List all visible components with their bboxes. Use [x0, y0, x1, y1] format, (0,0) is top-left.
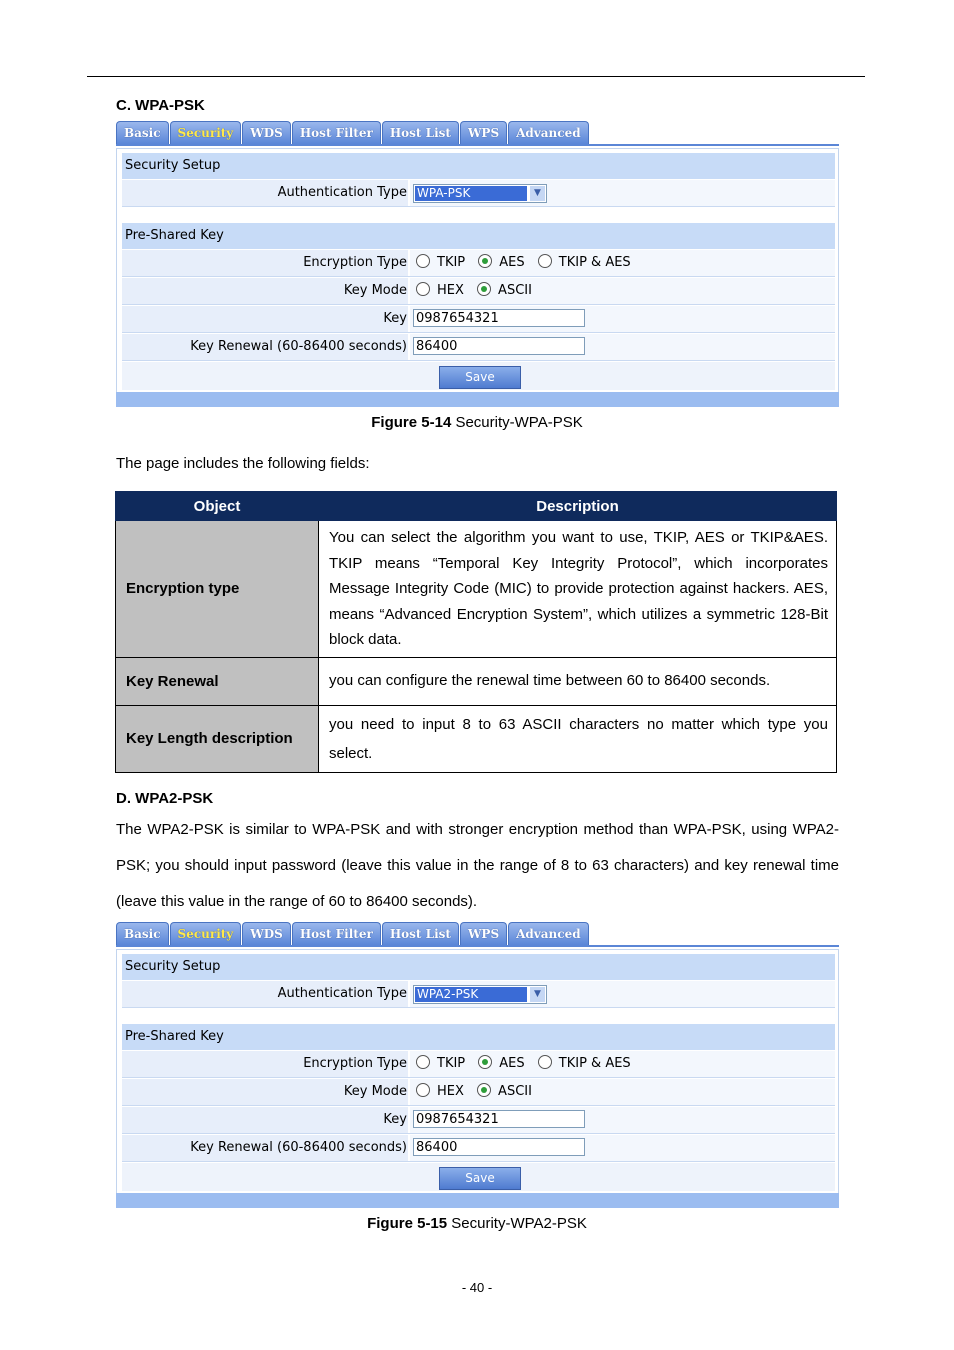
chevron-down-icon[interactable]: ▼	[530, 186, 545, 201]
radio-ascii[interactable]	[477, 1083, 491, 1097]
tab-security[interactable]: Security	[170, 922, 242, 945]
wpa2-psk-panel	[116, 922, 839, 1210]
radio-ascii[interactable]	[477, 282, 491, 296]
option-ascii-label: ASCII	[498, 283, 532, 298]
auth-type-row	[122, 180, 835, 207]
option-hex-label: HEX	[437, 1084, 464, 1099]
key-mode-row	[122, 1079, 835, 1106]
description-key-renewal: you can configure the renewal time between 60 to 86400 seconds.	[319, 657, 837, 705]
object-key-length: Key Length description	[116, 705, 319, 772]
section-d-heading: D. WPA2-PSK	[116, 790, 214, 807]
figure-14-caption	[0, 414, 954, 431]
pre-shared-key-title: Pre-Shared Key	[122, 1024, 835, 1050]
figure-15-title: Security-WPA2-PSK	[447, 1215, 587, 1232]
header-description: Description	[319, 492, 837, 521]
object-key-renewal: Key Renewal	[116, 657, 319, 705]
tab-underline	[116, 144, 839, 146]
key-renewal-input[interactable]: 86400	[413, 337, 585, 355]
tab-host-filter[interactable]: Host Filter	[292, 121, 381, 144]
header-rule	[87, 76, 865, 77]
radio-tkip-aes[interactable]	[538, 254, 552, 268]
tab-host-list[interactable]: Host List	[382, 121, 459, 144]
radio-hex[interactable]	[416, 1083, 430, 1097]
auth-type-select[interactable]	[413, 184, 547, 203]
header-object: Object	[116, 492, 319, 521]
key-label: Key	[122, 1107, 408, 1133]
tab-bar	[116, 121, 590, 145]
key-input[interactable]: 0987654321	[413, 309, 585, 327]
figure-14-number: Figure 5-14	[371, 414, 452, 431]
key-renewal-input[interactable]: 86400	[413, 1138, 585, 1156]
auth-type-row	[122, 981, 835, 1008]
auth-type-value: WPA-PSK	[415, 186, 527, 201]
security-setup-title: Security Setup	[122, 153, 835, 179]
key-mode-label: Key Mode	[122, 278, 408, 304]
radio-aes[interactable]	[478, 1055, 492, 1069]
tab-basic[interactable]: Basic	[116, 121, 169, 144]
page-number: - 40 -	[461, 1280, 493, 1295]
auth-type-select[interactable]	[413, 985, 547, 1004]
key-label: Key	[122, 306, 408, 332]
encryption-type-label: Encryption Type	[122, 1051, 408, 1077]
radio-aes[interactable]	[478, 254, 492, 268]
settings-frame	[116, 949, 839, 1208]
option-aes-label: AES	[499, 1056, 525, 1071]
description-encryption-type: You can select the algorithm you want to use, TKIP, AES or TKIP&AES. TKIP means “Temporal Key Integrity Protocol”, which incorporates Message Integrity Code (MIC) to provide protection against hackers. AES, means “Advanced Encryption System”, which utilizes a symmetric 128-Bit block data.	[319, 521, 837, 658]
save-row	[122, 362, 835, 390]
tab-advanced[interactable]: Advanced	[508, 922, 589, 945]
option-aes-label: AES	[499, 255, 525, 270]
radio-tkip-aes[interactable]	[538, 1055, 552, 1069]
security-setup-title: Security Setup	[122, 954, 835, 980]
object-encryption-type: Encryption type	[116, 521, 319, 658]
auth-type-label: Authentication Type	[122, 180, 408, 206]
key-renewal-label: Key Renewal (60-86400 seconds)	[122, 334, 408, 360]
option-tkip-label: TKIP	[437, 255, 466, 270]
panel-footer-bar	[116, 1193, 839, 1208]
figure-15-caption	[0, 1215, 954, 1232]
tab-wps[interactable]: WPS	[460, 121, 507, 144]
key-mode-row	[122, 278, 835, 305]
tab-wds[interactable]: WDS	[242, 922, 291, 945]
panel-footer-bar	[116, 392, 839, 407]
key-renewal-label: Key Renewal (60-86400 seconds)	[122, 1135, 408, 1161]
save-button[interactable]: Save	[439, 366, 521, 389]
tab-underline	[116, 945, 839, 947]
encryption-type-label: Encryption Type	[122, 250, 408, 276]
tab-host-list[interactable]: Host List	[382, 922, 459, 945]
wpa-psk-panel	[116, 121, 839, 409]
option-hex-label: HEX	[437, 283, 464, 298]
tab-bar	[116, 922, 590, 946]
auth-type-label: Authentication Type	[122, 981, 408, 1007]
radio-tkip[interactable]	[416, 1055, 430, 1069]
auth-type-value: WPA2-PSK	[415, 987, 527, 1002]
tab-wps[interactable]: WPS	[460, 922, 507, 945]
figure-15-number: Figure 5-15	[367, 1215, 448, 1232]
description-key-length: you need to input 8 to 63 ASCII characters no matter which type you select.	[319, 705, 837, 772]
settings-frame	[116, 148, 839, 407]
key-renewal-row	[122, 334, 835, 361]
tab-advanced[interactable]: Advanced	[508, 121, 589, 144]
encryption-type-row	[122, 1051, 835, 1078]
chevron-down-icon[interactable]: ▼	[530, 987, 545, 1002]
tab-host-filter[interactable]: Host Filter	[292, 922, 381, 945]
option-tkip-label: TKIP	[437, 1056, 466, 1071]
section-d-paragraph: The WPA2-PSK is similar to WPA-PSK and with stronger encryption method than WPA-PSK, using WPA2-PSK; you should input password (leave this value in the range of 8 to 63 characters) and key renewal time (leave this value in the range of 60 to 86400 seconds).	[116, 821, 839, 910]
option-ascii-label: ASCII	[498, 1084, 532, 1099]
tab-wds[interactable]: WDS	[242, 121, 291, 144]
intro-text: The page includes the following fields:	[116, 455, 370, 472]
key-mode-label: Key Mode	[122, 1079, 408, 1105]
tab-basic[interactable]: Basic	[116, 922, 169, 945]
radio-hex[interactable]	[416, 282, 430, 296]
encryption-type-row	[122, 250, 835, 277]
section-c-heading: C. WPA-PSK	[116, 97, 205, 114]
key-row	[122, 306, 835, 333]
tab-security[interactable]: Security	[170, 121, 242, 144]
save-row	[122, 1163, 835, 1191]
option-tkip-aes-label: TKIP & AES	[558, 255, 631, 270]
key-input[interactable]: 0987654321	[413, 1110, 585, 1128]
figure-14-title: Security-WPA-PSK	[451, 414, 583, 431]
option-tkip-aes-label: TKIP & AES	[558, 1056, 631, 1071]
key-renewal-row	[122, 1135, 835, 1162]
pre-shared-key-title: Pre-Shared Key	[122, 223, 835, 249]
key-row	[122, 1107, 835, 1134]
fields-table	[115, 491, 837, 773]
radio-tkip[interactable]	[416, 254, 430, 268]
save-button[interactable]: Save	[439, 1167, 521, 1190]
